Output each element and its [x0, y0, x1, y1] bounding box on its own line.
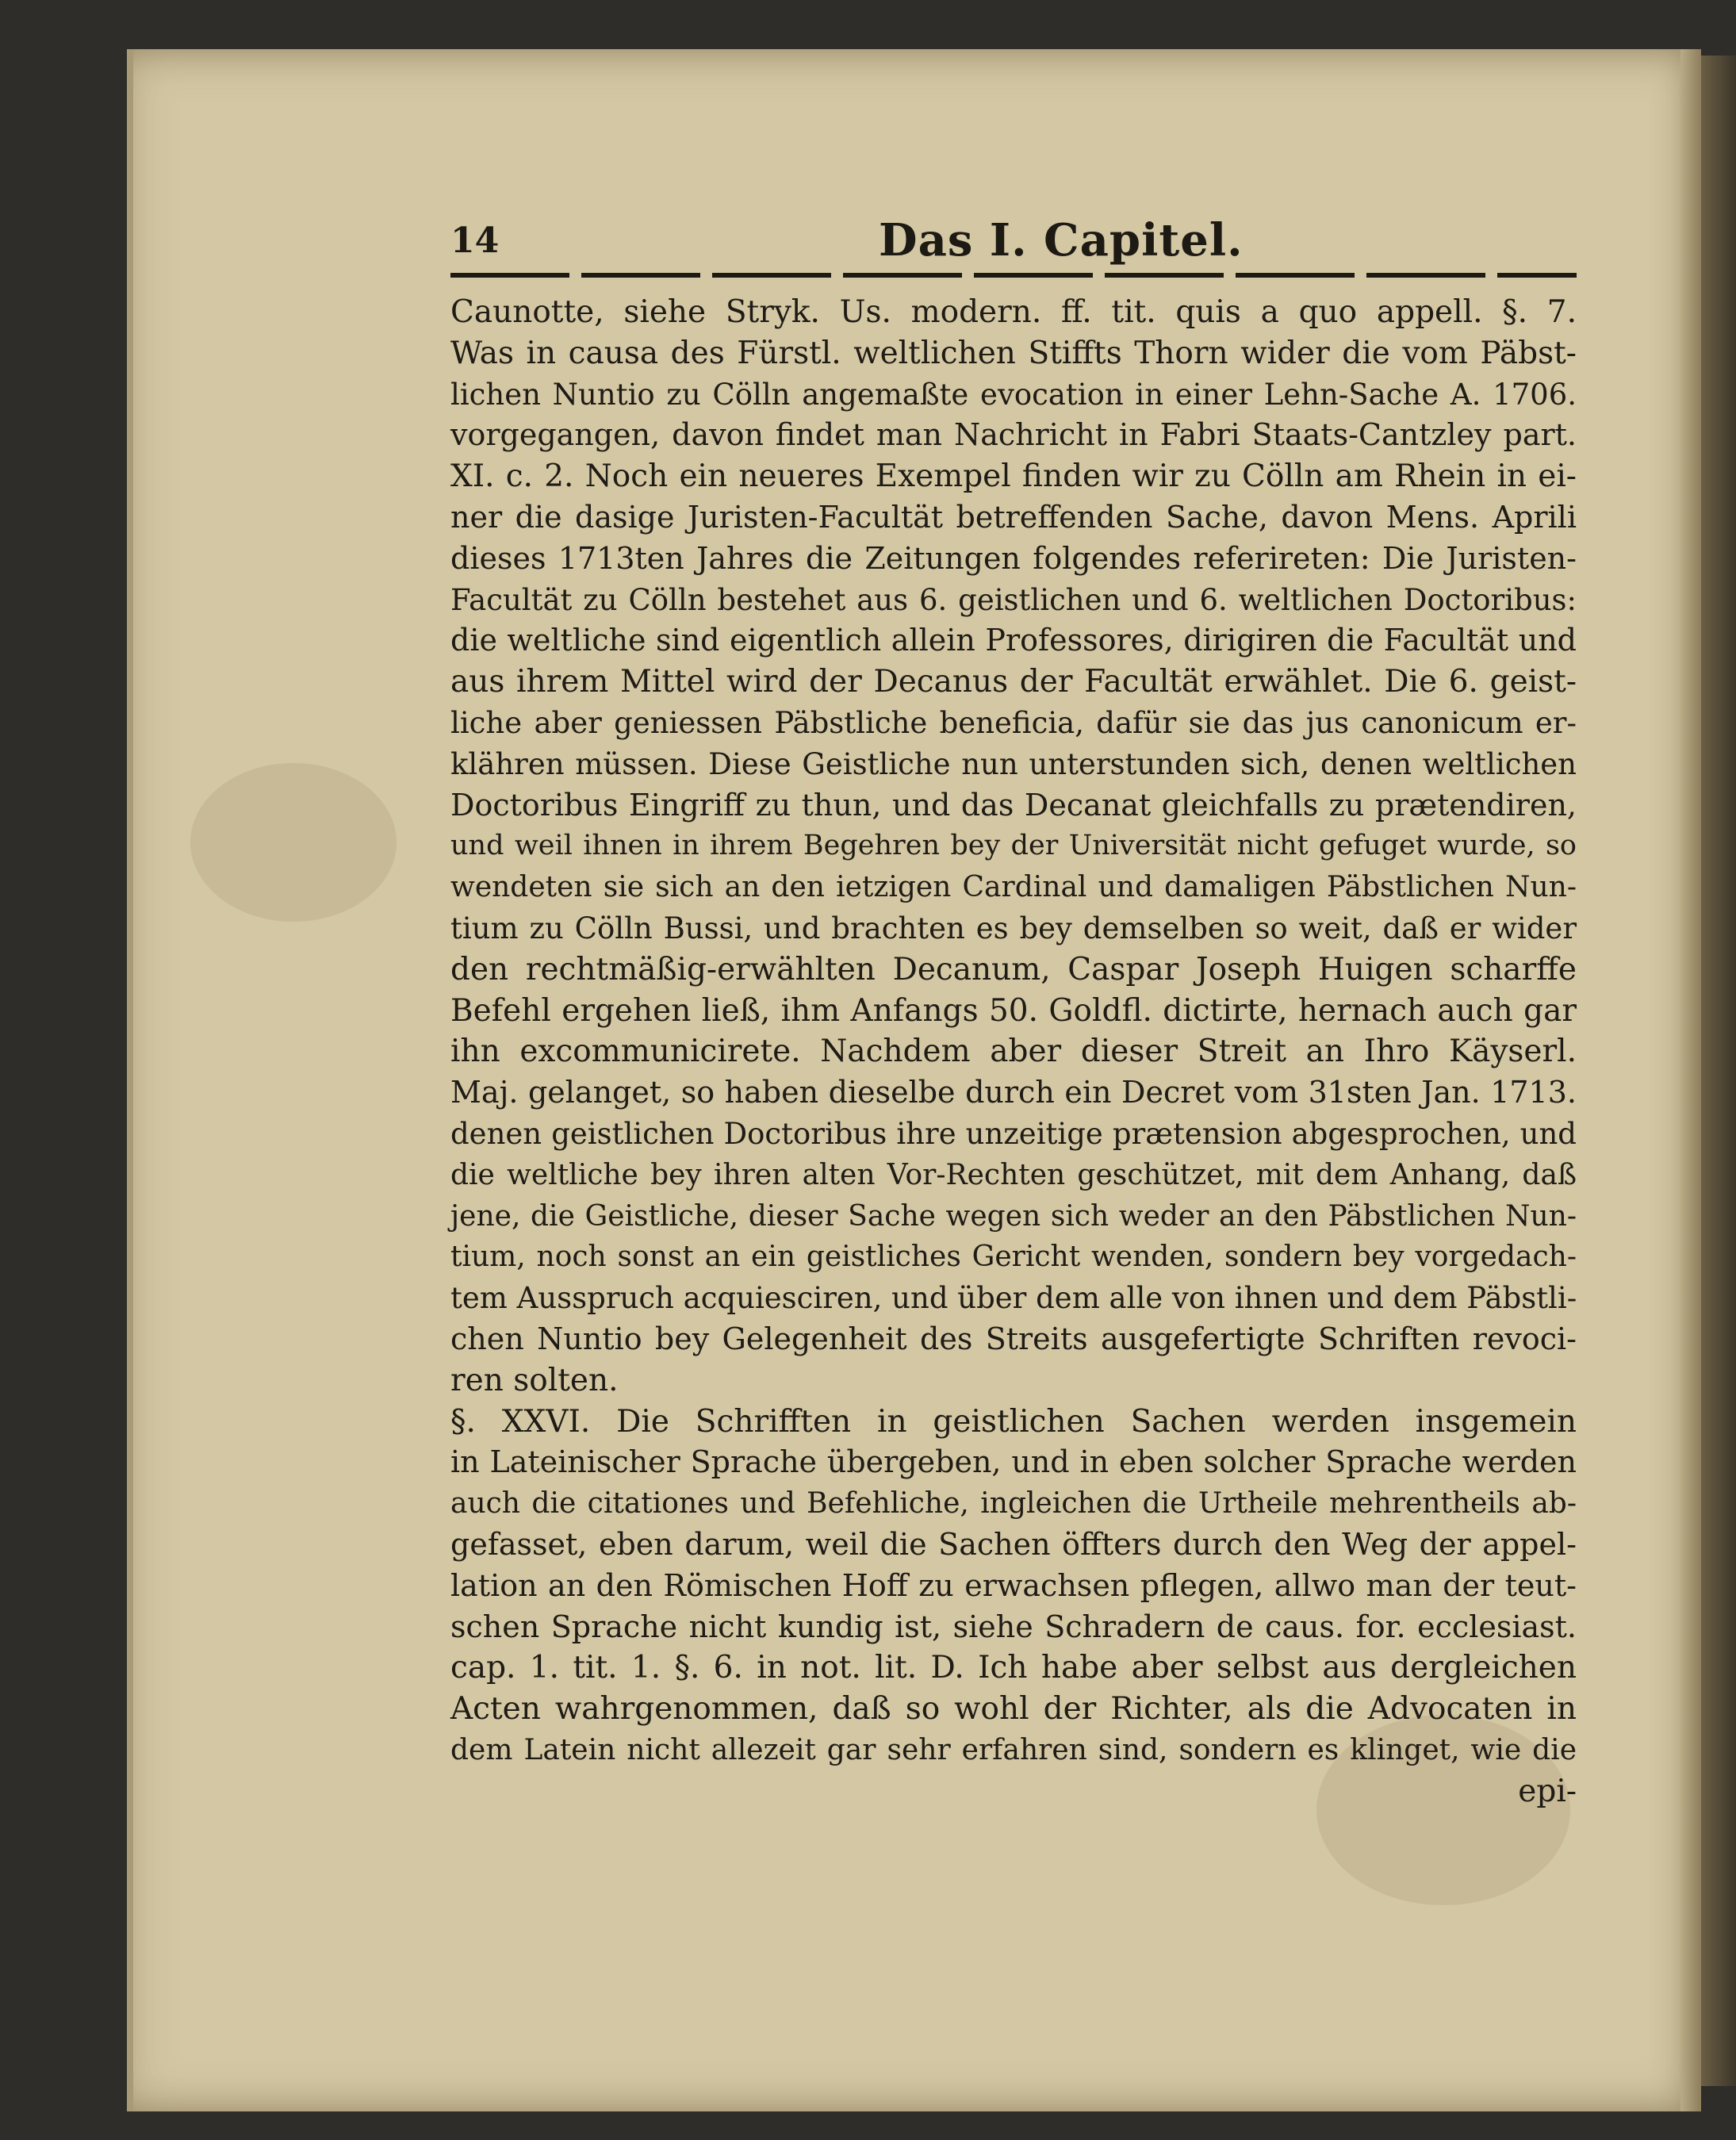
text-line: klähren müssen. Diese Geistliche nun unterstunden sich, denen weltlichen: [450, 746, 1577, 781]
page-left-edge: [127, 49, 133, 2111]
text-line: liche aber geniessen Päbstliche beneficia, dafür sie das jus canonicum er-: [450, 705, 1577, 740]
text-line: Doctoribus Eingriff zu thun, und das Decanat gleichfalls zu prætendiren,: [450, 787, 1577, 823]
text-line: und weil ihnen in ihrem Begehren bey der Universität nicht gefuget wurde, so: [450, 830, 1577, 862]
text-line: dieses 1713ten Jahres die Zeitungen folgendes referireten: Die Juristen-: [450, 540, 1577, 576]
text-line: Was in causa des Fürstl. weltlichen Stiffts Thorn wider die vom Päbst-: [450, 335, 1577, 371]
text-line: schen Sprache nicht kundig ist, siehe Schradern de caus. for. ecclesiast.: [450, 1609, 1577, 1644]
page-number: 14: [450, 221, 500, 261]
page-gutter-shadow: [1680, 49, 1701, 2111]
text-line: in Lateinischer Sprache übergeben, und in eben solcher Sprache werden: [450, 1444, 1577, 1480]
paper-stain: [190, 763, 397, 922]
running-title: Das I. Capitel.: [879, 214, 1244, 267]
text-line: tium, noch sonst an ein geistliches Gericht wenden, sondern bey vorgedach-: [450, 1241, 1577, 1274]
text-line: ren solten.: [450, 1362, 619, 1398]
text-line: denen geistlichen Doctoribus ihre unzeitige prætension abgesprochen, und: [450, 1116, 1577, 1151]
body-text: [450, 292, 1577, 1812]
header-rule: [450, 273, 1577, 278]
text-line: den rechtmäßig-erwählten Decanum, Caspar Joseph Huigen scharffe: [450, 951, 1577, 988]
text-line: wendeten sie sich an den ietzigen Cardinal und damaligen Päbstlichen Nun-: [450, 871, 1577, 904]
text-line: tem Ausspruch acquiesciren, und über dem alle von ihnen und dem Päbstli-: [450, 1281, 1577, 1316]
text-line: Acten wahrgenommen, daß so wohl der Richter, als die Advocaten in: [450, 1691, 1577, 1728]
text-line: Caunotte, siehe Stryk. Us. modern. ff. tit. quis a quo appell. §. 7.: [450, 294, 1577, 330]
text-line: XI. c. 2. Noch ein neueres Exempel finden wir zu Cölln am Rhein in ei-: [450, 458, 1577, 495]
text-line: lichen Nuntio zu Cölln angemaßte evocation in einer Lehn-Sache A. 1706.: [450, 377, 1577, 412]
text-line: ner die dasige Juristen-Facultät betreffenden Sache, davon Mens. Aprili: [450, 499, 1577, 535]
section-heading-line: §. XXVI. Die Schrifften in geistlichen Sachen werden insgemein: [450, 1403, 1577, 1440]
text-line: Facultät zu Cölln bestehet aus 6. geistlichen und 6. weltlichen Doctoribus:: [450, 582, 1577, 617]
text-line: tium zu Cölln Bussi, und brachten es bey demselben so weit, daß er wider: [450, 911, 1577, 945]
text-line: gefasset, eben darum, weil die Sachen öffters durch den Weg der appel-: [450, 1526, 1577, 1562]
text-line: jene, die Geistliche, dieser Sache wegen sich weder an den Päbstlichen Nun-: [450, 1199, 1577, 1233]
text-line: auch die citationes und Befehliche, ingleichen die Urtheile mehrentheils ab-: [450, 1487, 1577, 1521]
text-line: aus ihrem Mittel wird der Decanus der Facultät erwählet. Die 6. geist-: [450, 664, 1577, 700]
catchword: epi-: [1518, 1773, 1577, 1809]
text-line: cap. 1. tit. 1. §. 6. in not. lit. D. Ich habe aber selbst aus dergleichen: [450, 1650, 1577, 1686]
text-line: Maj. gelanget, so haben dieselbe durch ein Decret vom 31sten Jan. 1713.: [450, 1075, 1577, 1110]
text-line: dem Latein nicht allezeit gar sehr erfahren sind, sondern es klinget, wie die: [450, 1733, 1577, 1766]
text-line: chen Nuntio bey Gelegenheit des Streits ausgefertigte Schriften revoci-: [450, 1321, 1577, 1356]
text-line: Befehl ergehen ließ, ihm Anfangs 50. Goldfl. dictirte, hernach auch gar: [450, 992, 1577, 1029]
page-header: [450, 214, 1577, 276]
text-line: die weltliche bey ihren alten Vor-Rechten geschützet, mit dem Anhang, daß: [450, 1158, 1577, 1191]
facing-page-edge: [1701, 56, 1736, 2086]
text-line: die weltliche sind eigentlich allein Professores, dirigiren die Facultät und: [450, 623, 1577, 658]
text-line: lation an den Römischen Hoff zu erwachsen pflegen, allwo man der teut-: [450, 1567, 1577, 1603]
text-line: ihn excommunicirete. Nachdem aber dieser Streit an Ihro Käyserl.: [450, 1034, 1577, 1070]
text-line: vorgegangen, davon findet man Nachricht in Fabri Staats-Cantzley part.: [450, 417, 1577, 453]
